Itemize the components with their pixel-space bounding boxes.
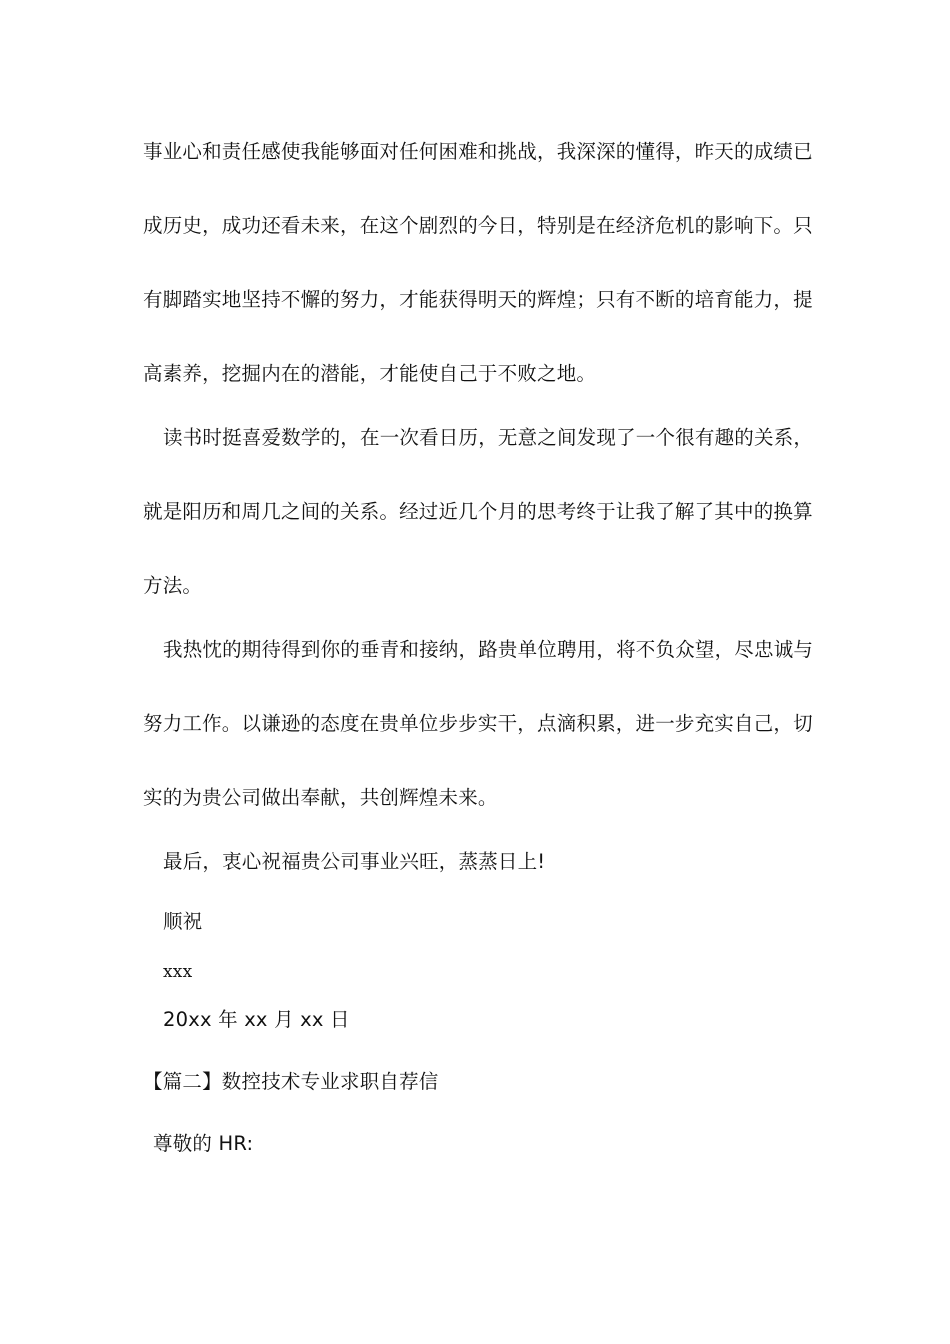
paragraph-3-line-1: 我热忱的期待得到你的垂青和接纳，路贵单位聘用，将不负众望，尽忠诚与 bbox=[163, 638, 814, 661]
salutation-close: 顺祝 bbox=[163, 910, 203, 933]
paragraph-3-line-2: 努力工作。以谦逊的态度在贵单位步步实干，点滴积累，进一步充实自己，切 bbox=[143, 712, 813, 735]
paragraph-1-line-2: 成历史，成功还看未来，在这个剧烈的今日，特别是在经济危机的影响下。只 bbox=[143, 214, 813, 237]
paragraph-2-line-2: 就是阳历和周几之间的关系。经过近几个月的思考终于让我了解了其中的换算 bbox=[143, 500, 813, 523]
paragraph-1-line-1: 事业心和责任感使我能够面对任何困难和挑战，我深深的懂得，昨天的成绩已 bbox=[143, 140, 813, 163]
signature-name: xxx bbox=[163, 962, 193, 982]
closing-wish: 最后，衷心祝福贵公司事业兴旺，蒸蒸日上! bbox=[163, 850, 546, 873]
section-heading: 【篇二】数控技术专业求职自荐信 bbox=[143, 1070, 439, 1093]
paragraph-2-line-1: 读书时挺喜爱数学的，在一次看日历，无意之间发现了一个很有趣的关系， bbox=[163, 426, 814, 449]
letter-date: 20xx 年 xx 月 xx 日 bbox=[163, 1008, 350, 1031]
paragraph-3-line-3: 实的为贵公司做出奉献，共创辉煌未来。 bbox=[143, 786, 498, 809]
greeting: 尊敬的 HR: bbox=[153, 1132, 254, 1155]
paragraph-1-line-4: 高素养，挖掘内在的潜能，才能使自己于不败之地。 bbox=[143, 362, 597, 385]
paragraph-1-line-3: 有脚踏实地坚持不懈的努力，才能获得明天的辉煌；只有不断的培育能力，提 bbox=[143, 288, 813, 311]
paragraph-2-line-3: 方法。 bbox=[143, 574, 203, 597]
